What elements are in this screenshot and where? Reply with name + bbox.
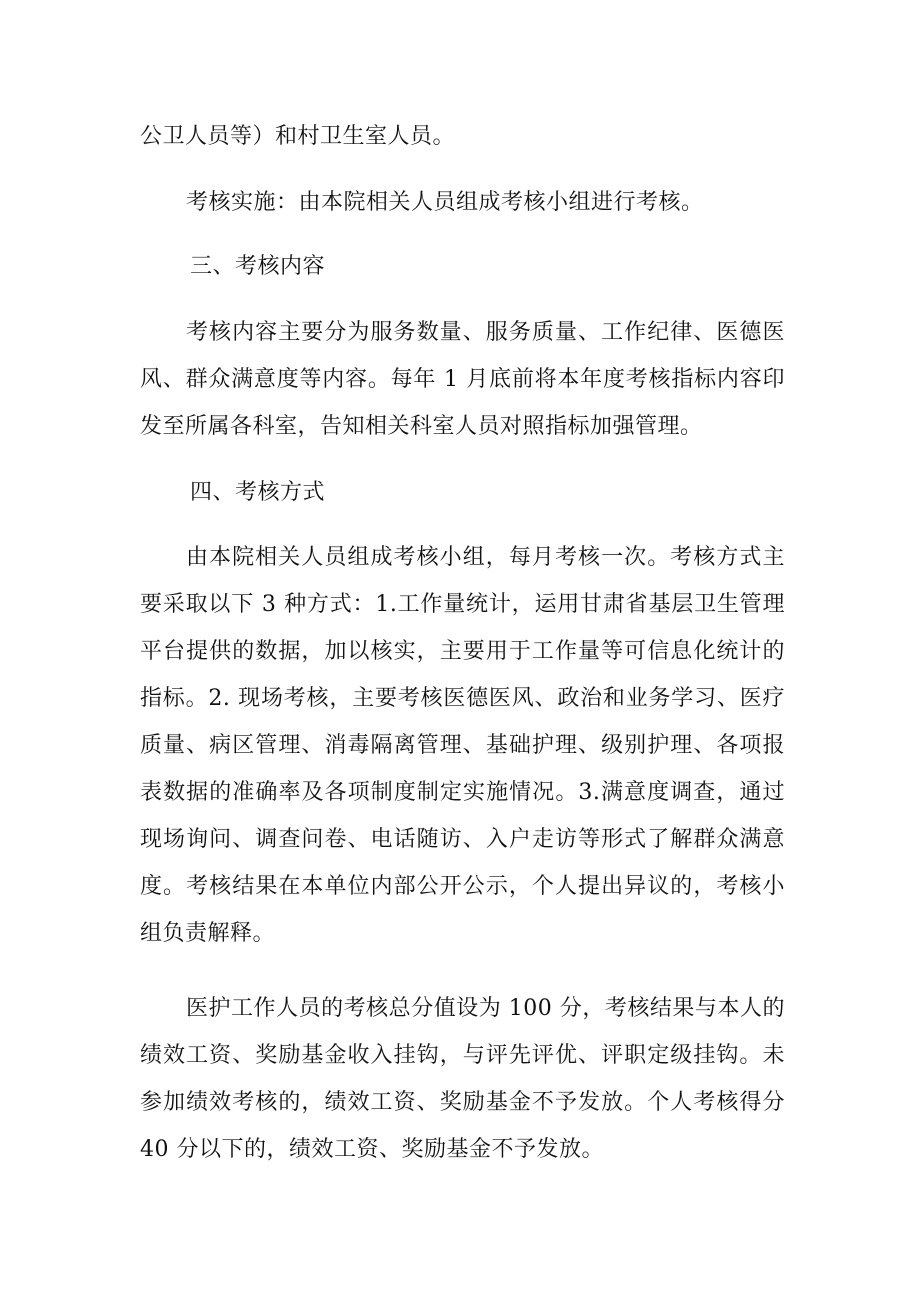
paragraph-score-and-compensation: 医护工作人员的考核总分值设为 100 分，考核结果与本人的绩效工资、奖励基金收入挂钩，与评先评优、评职定级挂钩。未参加绩效考核的，绩效工资、奖励基金不予发放。个人考核得分 40 分以下的，绩效工资、奖励基金不予发放。 — [140, 996, 785, 1162]
paragraph-assessment-content: 考核内容主要分为服务数量、服务质量、工作纪律、医德医风、群众满意度等内容。每年 1 月底前将本年度考核指标内容印发至所属各科室，告知相关科室人员对照指标加强管理。 — [140, 320, 785, 439]
paragraph-assessment-implementation: 考核实施：由本院相关人员组成考核小组进行考核。 — [186, 190, 704, 215]
paragraph-assessment-method: 由本院相关人员组成考核小组，每月考核一次。考核方式主要采取以下 3 种方式：1.工作量统计，运用甘肃省基层卫生管理平台提供的数据，加以核实，主要用于工作量等可信息化统计的指标。2. 现场考核，主要考核医德医风、政治和业务学习、医疗质量、病区管理、消毒隔离管理、基础护理、级别护理、各项报表数据的准确率及各项制度制定实施情况。3.满意度调查，通过现场询问、调查问卷、电话随访、入户走访等形式了解群众满意度。考核结果在本单位内部公开公示，个人提出异议的，考核小组负责解释。 — [140, 545, 785, 946]
section-heading-assessment-content: 三、考核内容 — [190, 254, 326, 279]
paragraph-continuation: 公卫人员等）和村卫生室人员。 — [140, 124, 456, 149]
section-heading-assessment-method: 四、考核方式 — [190, 480, 326, 505]
